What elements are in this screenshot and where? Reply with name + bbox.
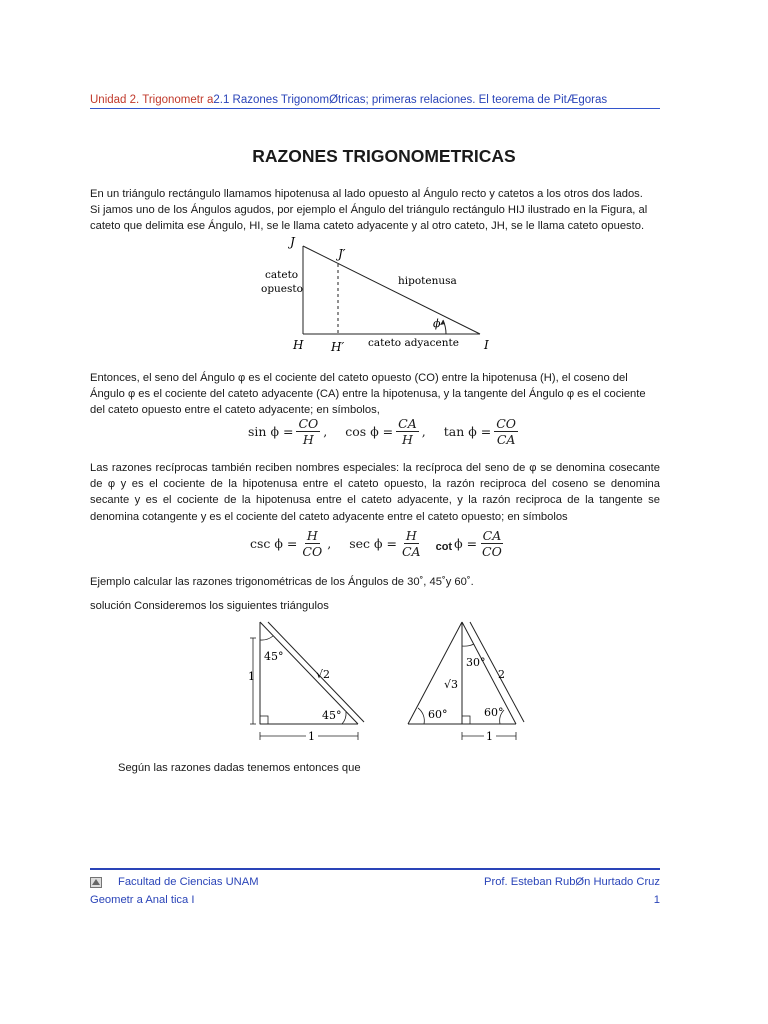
phi-eq: ϕ = — [370, 424, 394, 439]
unam-logo-icon — [90, 877, 102, 888]
label-60-right: 60° — [484, 706, 504, 719]
phi-eq: ϕ = — [468, 424, 492, 439]
phi-eq: ϕ = — [270, 424, 294, 439]
intro-line: En un triángulo rectángulo llamamos hipotenusa al lado opuesto al Ángulo recto y catetos a los otros dos lados. — [90, 188, 643, 200]
paragraph-line: Entonces, el seno del Ángulo φ es el cociente del cateto opuesto (CO) entre la hipotenusa (H), el coseno del — [90, 372, 628, 384]
header-section: 2.1 Razones TrigonomØtricas; primeras relaciones. El teorema de PitÆgoras — [213, 94, 608, 106]
figure-special-triangles — [246, 616, 536, 753]
label-sqrt2: √2 — [316, 668, 331, 681]
page-footer — [90, 868, 660, 909]
fn-sec: sec — [349, 536, 371, 551]
label-cateto-adyacente: cateto adyacente — [368, 337, 459, 349]
triangle-45-45-90 — [248, 622, 364, 743]
label-30: 30° — [466, 656, 486, 669]
label-45-top: 45° — [264, 650, 284, 663]
fn-sin: sin — [248, 424, 267, 439]
fn-cot: cot — [435, 540, 453, 553]
intro-paragraph — [90, 186, 660, 235]
header-unit: Unidad 2. Trigonometr a — [90, 94, 214, 106]
label-i: I — [484, 338, 489, 352]
label-hprime: H′ — [331, 340, 345, 354]
frac-ca-co: $\frac{CA}{CO}$ — [482, 528, 502, 559]
paragraph-line: del cateto opuesto entre el cateto adyacente; en símbolos, — [90, 404, 380, 417]
paragraph-definitions — [90, 370, 660, 419]
intro-line: cateto que delimita ese Ángulo, HI, se le llama cateto adyacente y al otro cateto, JH, se le llama cateto opuesto. — [90, 220, 645, 233]
footer-author: Prof. Esteban RubØn Hurtado Cruz — [484, 876, 660, 888]
label-base-1: 1 — [308, 730, 315, 743]
intro-line: Si jamos uno de los Ángulos agudos, por ejemplo el Ángulo del triángulo rectángulo HIJ ilustrado en la Figura, al — [90, 204, 648, 217]
paragraph-line: Ángulo φ es el cociente del cateto adyacente (CA) entre la hipotenusa, y la tangente del Ángulo φ es el cociente — [90, 388, 646, 401]
frac-co-ca: $\frac{CO}{CA}$ — [496, 416, 517, 447]
figure-triangle-hij — [250, 236, 500, 361]
solution-text: solución Consideremos los siguientes triángulos — [90, 600, 329, 612]
phi-eq: ϕ = — [274, 536, 298, 551]
phi-eq: ϕ = — [454, 536, 478, 551]
label-60-left: 60° — [428, 708, 448, 721]
footer-page-number: 1 — [653, 894, 660, 906]
running-header — [90, 94, 660, 109]
label-sqrt3: √3 — [444, 678, 459, 691]
fn-tan: tan — [443, 424, 465, 439]
label-opuesto: opuesto — [261, 283, 303, 295]
footer-faculty: Facultad de Ciencias UNAM — [118, 876, 259, 888]
paragraph-line: secante y es el cociente de la hipotenusa entre el cateto adyacente, y la razón reciproca de la tangente se — [90, 494, 660, 507]
side-ji — [303, 246, 480, 334]
frac-h-co: $\frac{H}{CO}$ — [302, 528, 323, 559]
page-title: RAZONES TRIGONOMETRICAS — [252, 146, 516, 166]
paragraph-line: denomina cotangente y es el cociente del cateto adyacente entre el cateto opuesto; en símbolos — [90, 510, 568, 523]
footer-course: Geometr a Anal tica I — [90, 894, 195, 906]
label-j: J — [290, 236, 295, 249]
label-hipotenusa: hipotenusa — [398, 275, 457, 287]
label-base-1: 1 — [486, 730, 493, 743]
label-h: H — [293, 338, 304, 352]
frac-ca-h: $\frac{CA}{H}$ — [398, 416, 417, 447]
label-jprime: J′ — [338, 247, 346, 261]
label-phi: ϕ — [433, 317, 441, 330]
fn-cos: cos — [345, 424, 367, 439]
paragraph-line: de φ y es el cociente de la hipotenusa entre el cateto opuesto, la razón reciproca del coseno se denomina — [90, 478, 660, 491]
frac-co-h: $\frac{CO}{H}$ — [298, 416, 319, 447]
label-cateto: cateto — [265, 269, 299, 281]
fn-csc: csc — [250, 536, 271, 551]
paragraph-reciprocal — [90, 460, 660, 525]
label-side-1: 1 — [248, 670, 255, 683]
formulas-csc-sec-cot: csc ϕ = $\frac{H}{CO}$ , sec ϕ = $\frac{H}{CA}$ cot ϕ = $\frac{CA}{CO}$ — [250, 528, 502, 559]
example-text: Ejemplo calcular las razones trigonométricas de los Ángulos de 30˚, 45˚y 60˚. — [90, 576, 474, 588]
conclusion-text: Según las razones dadas tenemos entonces que — [118, 762, 361, 774]
formulas-sin-cos-tan: sin ϕ = $\frac{CO}{H}$ , cos ϕ = $\frac{CA}{H}$ , tan ϕ = $\frac{CO}{CA}$ — [248, 416, 517, 447]
frac-h-ca: $\frac{H}{CA}$ — [401, 528, 421, 559]
label-hyp-2: 2 — [498, 668, 505, 681]
paragraph-line: Las razones recíprocas también reciben nombres especiales: la recíproca del seno de φ se denomina cosecante — [90, 462, 660, 474]
triangle-30-60-90 — [408, 622, 524, 743]
phi-eq: ϕ = — [374, 536, 397, 551]
label-45-bottom: 45° — [322, 709, 342, 722]
